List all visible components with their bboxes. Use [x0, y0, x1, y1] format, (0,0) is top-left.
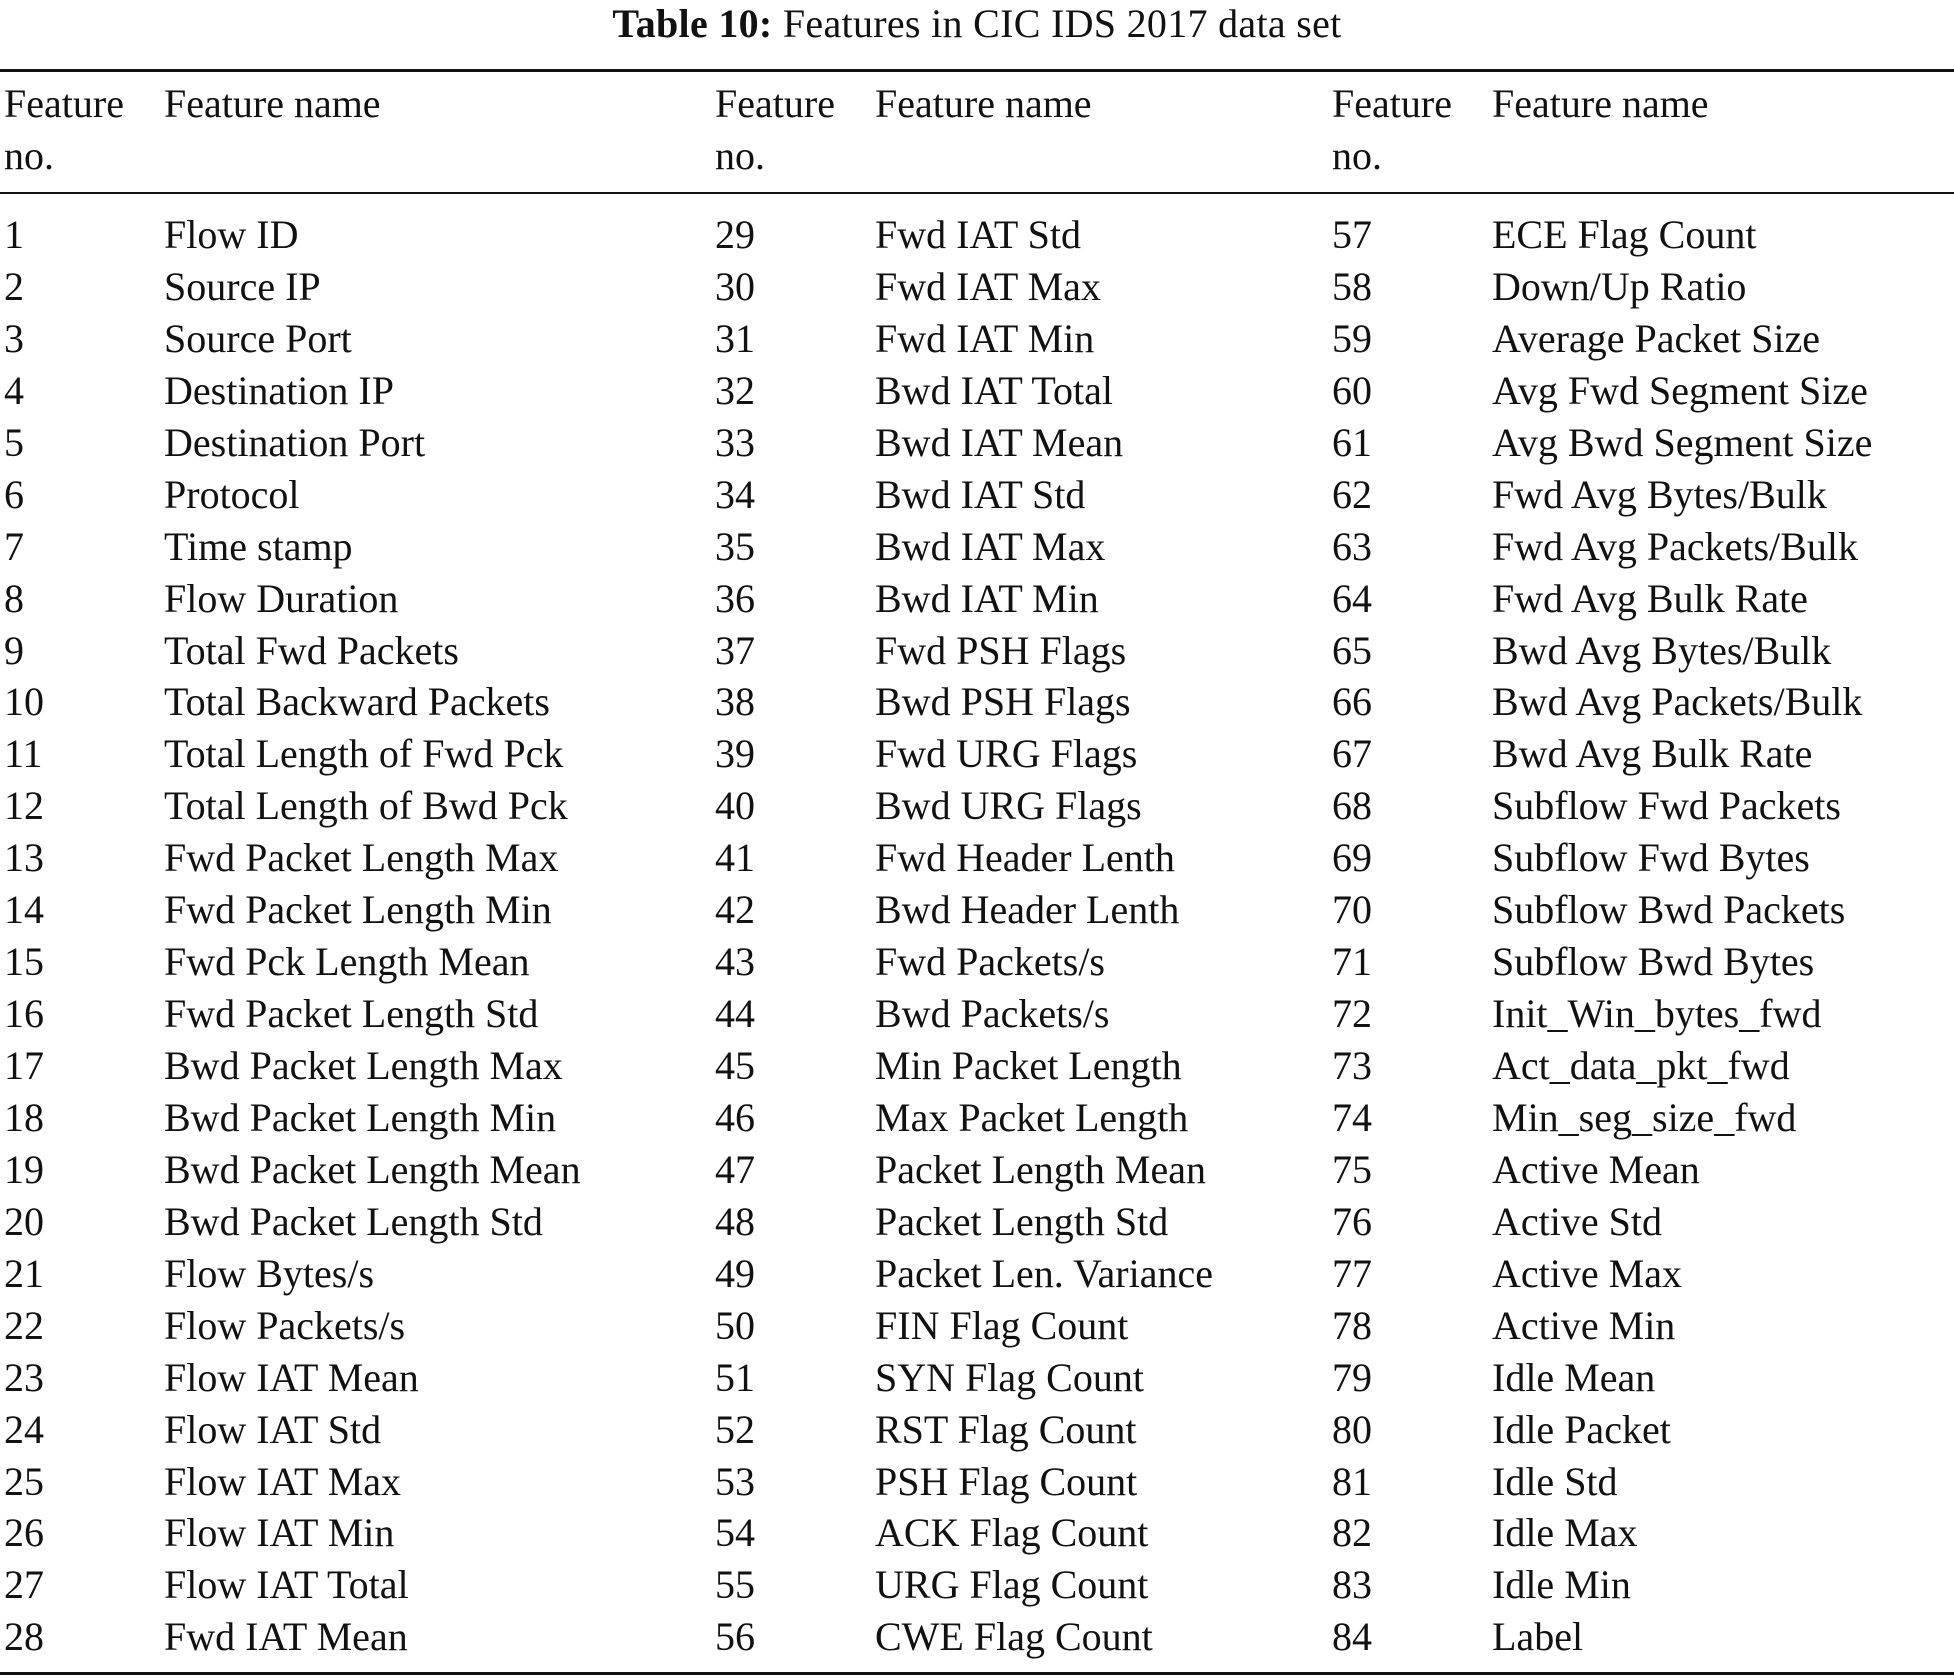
feature-number: 35 [715, 523, 755, 569]
feature-number: 49 [715, 1250, 755, 1296]
feature-name: Idle Mean [1492, 1354, 1656, 1400]
feature-name: CWE Flag Count [875, 1614, 1153, 1660]
table-row [0, 1196, 1954, 1248]
feature-number: 38 [715, 679, 755, 725]
feature-name: Idle Max [1492, 1510, 1638, 1556]
feature-name: Fwd IAT Mean [164, 1614, 408, 1660]
feature-name: Subflow Fwd Bytes [1492, 835, 1810, 881]
table-row [0, 573, 1954, 625]
feature-name: Total Backward Packets [164, 679, 550, 725]
top-rule [0, 69, 1954, 72]
feature-number: 24 [4, 1406, 44, 1452]
feature-name: Protocol [164, 471, 300, 517]
feature-name: Flow ID [164, 212, 299, 257]
header-feature-no-3: Feature no. [1332, 81, 1452, 178]
feature-number: 30 [715, 263, 755, 309]
feature-number: 63 [1332, 523, 1372, 569]
feature-number: 26 [4, 1510, 44, 1556]
feature-number: 57 [1332, 212, 1372, 257]
table-row [0, 469, 1954, 521]
feature-name: Bwd Packet Length Min [164, 1094, 557, 1140]
feature-name: Subflow Bwd Packets [1492, 887, 1846, 933]
table-row [0, 313, 1954, 365]
feature-name: Bwd Avg Packets/Bulk [1492, 679, 1863, 725]
table-row [0, 988, 1954, 1040]
feature-number: 1 [4, 212, 24, 257]
feature-name: Average Packet Size [1492, 315, 1820, 361]
feature-name: ACK Flag Count [875, 1510, 1149, 1556]
feature-name: Bwd IAT Max [875, 523, 1106, 569]
feature-name: Fwd Packet Length Std [164, 991, 539, 1037]
feature-number: 37 [715, 627, 755, 673]
table-body [0, 209, 1954, 1663]
feature-name: Fwd IAT Min [875, 315, 1095, 361]
feature-number: 21 [4, 1250, 44, 1296]
feature-name: Fwd Pck Length Mean [164, 939, 530, 985]
feature-name: Destination IP [164, 367, 394, 413]
feature-number: 59 [1332, 315, 1372, 361]
feature-name: ECE Flag Count [1492, 212, 1757, 257]
feature-name: Fwd IAT Std [875, 212, 1081, 257]
feature-number: 74 [1332, 1094, 1372, 1140]
header-feature-name-1: Feature name [164, 81, 381, 126]
feature-name: Active Min [1492, 1302, 1676, 1348]
feature-name: Active Max [1492, 1250, 1682, 1296]
feature-number: 43 [715, 939, 755, 985]
feature-name: Packet Length Std [875, 1198, 1169, 1244]
feature-number: 33 [715, 419, 755, 465]
feature-number: 47 [715, 1146, 755, 1192]
bottom-rule [0, 1672, 1954, 1675]
feature-name: Min Packet Length [875, 1043, 1182, 1088]
table-row [0, 209, 1954, 261]
feature-number: 31 [715, 315, 755, 361]
feature-number: 27 [4, 1562, 44, 1608]
feature-number: 72 [1332, 991, 1372, 1037]
feature-number: 66 [1332, 679, 1372, 725]
feature-name: Flow Bytes/s [164, 1250, 375, 1296]
table-row [0, 261, 1954, 313]
feature-number: 48 [715, 1198, 755, 1244]
feature-name: Fwd Packet Length Min [164, 887, 552, 933]
feature-number: 68 [1332, 783, 1372, 829]
feature-name: Packet Length Mean [875, 1146, 1206, 1192]
table-row [0, 884, 1954, 936]
feature-number: 82 [1332, 1510, 1372, 1556]
feature-number: 46 [715, 1094, 755, 1140]
feature-number: 70 [1332, 887, 1372, 933]
feature-number: 15 [4, 939, 44, 985]
feature-name: Bwd PSH Flags [875, 679, 1131, 725]
feature-name: Bwd Packets/s [875, 991, 1110, 1037]
table-row [0, 1352, 1954, 1404]
feature-number: 71 [1332, 939, 1372, 985]
feature-number: 28 [4, 1614, 44, 1660]
feature-name: URG Flag Count [875, 1562, 1149, 1608]
feature-number: 61 [1332, 419, 1372, 465]
feature-name: Flow Packets/s [164, 1302, 406, 1348]
feature-number: 83 [1332, 1562, 1372, 1608]
feature-number: 73 [1332, 1043, 1372, 1088]
feature-number: 69 [1332, 835, 1372, 881]
feature-name: Bwd IAT Min [875, 575, 1099, 621]
feature-number: 42 [715, 887, 755, 933]
feature-number: 20 [4, 1198, 44, 1244]
feature-name: FIN Flag Count [875, 1302, 1129, 1348]
feature-name: Label [1492, 1614, 1584, 1660]
feature-number: 45 [715, 1043, 755, 1088]
feature-name: Fwd Header Lenth [875, 835, 1175, 881]
feature-number: 62 [1332, 471, 1372, 517]
feature-name: Min_seg_size_fwd [1492, 1094, 1797, 1140]
table-row [0, 936, 1954, 988]
feature-name: Fwd Packets/s [875, 939, 1105, 985]
feature-name: Time stamp [164, 523, 353, 569]
feature-name: Fwd IAT Max [875, 263, 1101, 309]
header-feature-no-1: Feature no. [4, 81, 124, 178]
feature-name: Act_data_pkt_fwd [1492, 1043, 1790, 1088]
feature-number: 22 [4, 1302, 44, 1348]
feature-name: Total Length of Bwd Pck [164, 783, 568, 829]
table-row [0, 625, 1954, 677]
feature-number: 36 [715, 575, 755, 621]
feature-number: 51 [715, 1354, 755, 1400]
feature-name: Flow IAT Mean [164, 1354, 419, 1400]
feature-name: Bwd IAT Mean [875, 419, 1124, 465]
feature-name: Avg Fwd Segment Size [1492, 367, 1868, 413]
feature-name: Bwd Packet Length Mean [164, 1146, 581, 1192]
table-row [0, 1144, 1954, 1196]
table-caption-text: Features in CIC IDS 2017 data set [782, 1, 1342, 46]
feature-number: 79 [1332, 1354, 1372, 1400]
feature-number: 78 [1332, 1302, 1372, 1348]
feature-number: 60 [1332, 367, 1372, 413]
feature-number: 44 [715, 991, 755, 1037]
feature-number: 25 [4, 1458, 44, 1504]
feature-name: Fwd Avg Bulk Rate [1492, 575, 1808, 621]
feature-name: Fwd Packet Length Max [164, 835, 559, 881]
table-caption-label: Table 10: [612, 1, 773, 46]
feature-number: 13 [4, 835, 44, 881]
table-row [0, 832, 1954, 884]
feature-number: 11 [4, 731, 43, 777]
feature-number: 55 [715, 1562, 755, 1608]
feature-number: 58 [1332, 263, 1372, 309]
feature-number: 52 [715, 1406, 755, 1452]
feature-name: Idle Packet [1492, 1406, 1671, 1452]
feature-number: 6 [4, 471, 24, 517]
feature-number: 7 [4, 523, 24, 569]
feature-name: Subflow Bwd Bytes [1492, 939, 1815, 985]
feature-number: 67 [1332, 731, 1372, 777]
feature-number: 84 [1332, 1614, 1372, 1660]
feature-name: Destination Port [164, 419, 426, 465]
feature-number: 3 [4, 315, 24, 361]
feature-name: Flow IAT Std [164, 1406, 382, 1452]
table-row [0, 780, 1954, 832]
header-feature-name-2: Feature name [875, 81, 1092, 126]
feature-name: Source IP [164, 263, 321, 309]
feature-number: 56 [715, 1614, 755, 1660]
feature-number: 34 [715, 471, 755, 517]
feature-name: Idle Std [1492, 1458, 1618, 1504]
feature-name: RST Flag Count [875, 1406, 1137, 1452]
feature-name: Fwd URG Flags [875, 731, 1138, 777]
table-row [0, 728, 1954, 780]
table-row [0, 1092, 1954, 1144]
feature-name: Packet Len. Variance [875, 1250, 1213, 1296]
feature-number: 75 [1332, 1146, 1372, 1192]
feature-number: 53 [715, 1458, 755, 1504]
feature-number: 8 [4, 575, 24, 621]
feature-name: Max Packet Length [875, 1094, 1189, 1140]
table-row [0, 676, 1954, 728]
feature-number: 14 [4, 887, 44, 933]
feature-name: Subflow Fwd Packets [1492, 783, 1841, 829]
feature-name: PSH Flag Count [875, 1458, 1138, 1504]
feature-number: 12 [4, 783, 44, 829]
feature-number: 77 [1332, 1250, 1372, 1296]
feature-number: 32 [715, 367, 755, 413]
feature-number: 19 [4, 1146, 44, 1192]
feature-name: Idle Min [1492, 1562, 1631, 1608]
feature-name: Active Std [1492, 1198, 1662, 1244]
feature-number: 39 [715, 731, 755, 777]
feature-name: Active Mean [1492, 1146, 1700, 1192]
table-row [0, 521, 1954, 573]
feature-name: Flow Duration [164, 575, 399, 621]
feature-number: 2 [4, 263, 24, 309]
feature-number: 29 [715, 212, 755, 257]
feature-number: 17 [4, 1043, 44, 1088]
feature-number: 40 [715, 783, 755, 829]
feature-name: Bwd URG Flags [875, 783, 1142, 829]
feature-number: 10 [4, 679, 44, 725]
feature-name: Bwd Header Lenth [875, 887, 1180, 933]
feature-number: 54 [715, 1510, 755, 1556]
feature-name: Bwd Avg Bulk Rate [1492, 731, 1813, 777]
table-row [0, 1040, 1954, 1092]
table-row [0, 417, 1954, 469]
feature-name: Fwd Avg Packets/Bulk [1492, 523, 1858, 569]
feature-number: 76 [1332, 1198, 1372, 1244]
feature-name: Flow IAT Min [164, 1510, 395, 1556]
table-row [0, 1559, 1954, 1611]
feature-name: Total Length of Fwd Pck [164, 731, 564, 777]
table-row [0, 365, 1954, 417]
table-row [0, 1248, 1954, 1300]
header-feature-name-3: Feature name [1492, 81, 1709, 126]
feature-name: Bwd IAT Std [875, 471, 1086, 517]
feature-name: Flow IAT Max [164, 1458, 402, 1504]
feature-name: Fwd PSH Flags [875, 627, 1127, 673]
feature-number: 16 [4, 991, 44, 1037]
feature-number: 5 [4, 419, 24, 465]
feature-name: Bwd Packet Length Max [164, 1043, 563, 1088]
table-row [0, 1611, 1954, 1663]
feature-name: Total Fwd Packets [164, 627, 459, 673]
feature-name: Source Port [164, 315, 352, 361]
feature-number: 23 [4, 1354, 44, 1400]
feature-name: Bwd Avg Bytes/Bulk [1492, 627, 1832, 673]
feature-name: Bwd Packet Length Std [164, 1198, 543, 1244]
header-feature-no-2: Feature no. [715, 81, 835, 178]
feature-number: 41 [715, 835, 755, 881]
feature-name: Bwd IAT Total [875, 367, 1113, 413]
feature-name: Avg Bwd Segment Size [1492, 419, 1873, 465]
feature-number: 4 [4, 367, 24, 413]
table-row [0, 1300, 1954, 1352]
feature-number: 18 [4, 1094, 44, 1140]
header-rule [0, 192, 1954, 194]
table-row [0, 1404, 1954, 1456]
feature-number: 80 [1332, 1406, 1372, 1452]
feature-name: Init_Win_bytes_fwd [1492, 991, 1822, 1037]
feature-number: 81 [1332, 1458, 1372, 1504]
feature-name: Flow IAT Total [164, 1562, 409, 1608]
feature-name: SYN Flag Count [875, 1354, 1144, 1400]
feature-number: 50 [715, 1302, 755, 1348]
feature-name: Fwd Avg Bytes/Bulk [1492, 471, 1827, 517]
table-row [0, 1456, 1954, 1508]
feature-number: 65 [1332, 627, 1372, 673]
feature-number: 64 [1332, 575, 1372, 621]
feature-number: 9 [4, 627, 24, 673]
table-caption [0, 0, 1954, 48]
feature-name: Down/Up Ratio [1492, 263, 1747, 309]
table-row [0, 1507, 1954, 1559]
